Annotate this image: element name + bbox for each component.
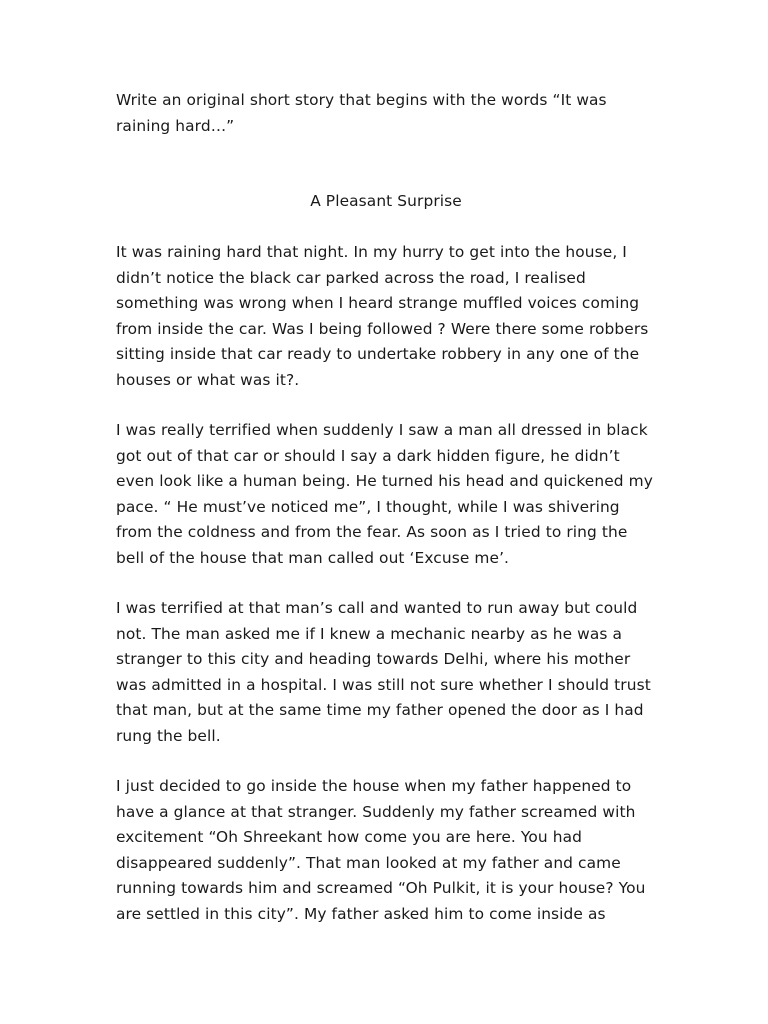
story-paragraph-2: I was really terrified when suddenly I saw a man all dressed in black got out of that car or should I say a dark hidden figure, he didn’t even look like a human being. He turned his head and quickened my pace. “ He must’ve noticed me”, I thought, while I was shivering from the coldness and from the fear. As soon as I tried to ring the bell of the house that man called out ‘Excuse me’. [116,421,653,567]
story-prompt: Write an original short story that begins with the words “It was raining hard…” [116,91,607,135]
story-paragraph-3: I was terrified at that man’s call and wanted to run away but could not. The man asked me if I knew a mechanic nearby as he was a stranger to this city and heading towards Delhi, where his mother was admitted in a hospital. I was still not sure whether I should trust that man, but at the same time my father opened the door as I had rung the bell. [116,599,651,745]
story-paragraph-1: It was raining hard that night. In my hurry to get into the house, I didn’t notice the black car parked across the road, I realised something was wrong when I heard strange muffled voices coming from inside the car. Was I being followed ? Were there some robbers sitting inside that car ready to undertake robbery in any one of the houses or what was it?. [116,243,649,389]
story-title [116,189,656,215]
story-title-text: A Pleasant Surprise [310,192,462,210]
document-page [116,88,656,923]
story-paragraph-4: I just decided to go inside the house when my father happened to have a glance at that stranger. Suddenly my father screamed with excitement “Oh Shreekant how come you are here. You had disappeared suddenly”. That man looked at my father and came running towards him and screamed “Oh Pulkit, it is your house? You are settled in this city”. My father asked him to come inside as [116,777,646,923]
